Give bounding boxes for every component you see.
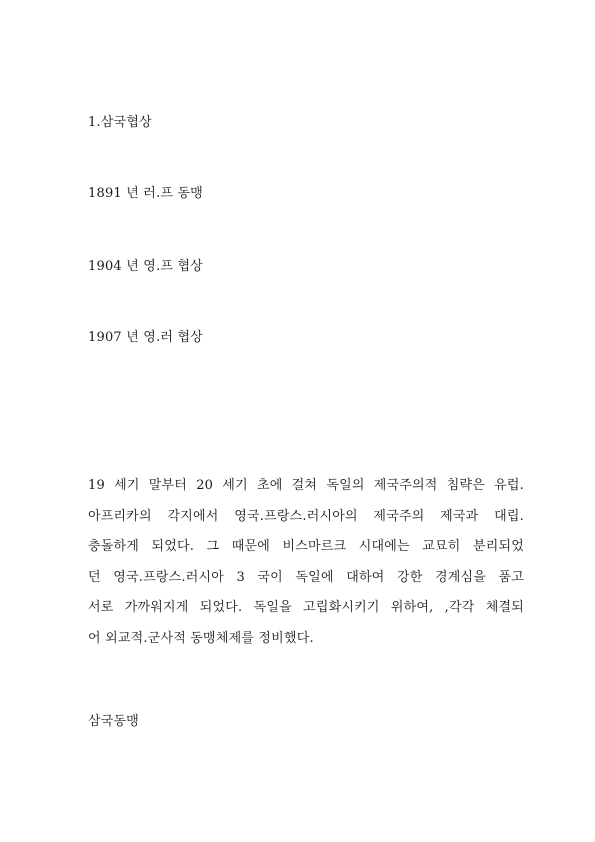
paragraph-line: 던 영국.프랑스.러시아 3 국이 독일에 대하여 강한 경계심을 품고	[88, 569, 524, 585]
body-paragraph	[88, 471, 524, 655]
event-line-1904: 1904 년 영.프 협상	[88, 259, 204, 274]
paragraph-line: 충돌하게 되었다. 그 때문에 비스마르크 시대에는 교묘히 분리되었	[88, 539, 524, 555]
section-heading: 1.삼국협상	[88, 115, 152, 130]
paragraph-line: 서로 가까워지게 되었다. 독일을 고립화시키기 위하여, ,각각 체결되	[88, 600, 524, 616]
paragraph-line: 19 세기 말부터 20 세기 초에 걸쳐 독일의 제국주의적 침략은 유럽.	[88, 478, 524, 493]
section-subheading: 삼국동맹	[88, 714, 140, 729]
paragraph-line: 어 외교적.군사적 동맹체제를 정비했다.	[88, 630, 314, 646]
event-line-1891: 1891 년 러.프 동맹	[88, 186, 204, 201]
event-line-1907: 1907 년 영.러 협상	[88, 330, 204, 345]
paragraph-line: 아프리카의 각지에서 영국.프랑스.러시아의 제국주의 제국과 대립.	[88, 508, 524, 524]
